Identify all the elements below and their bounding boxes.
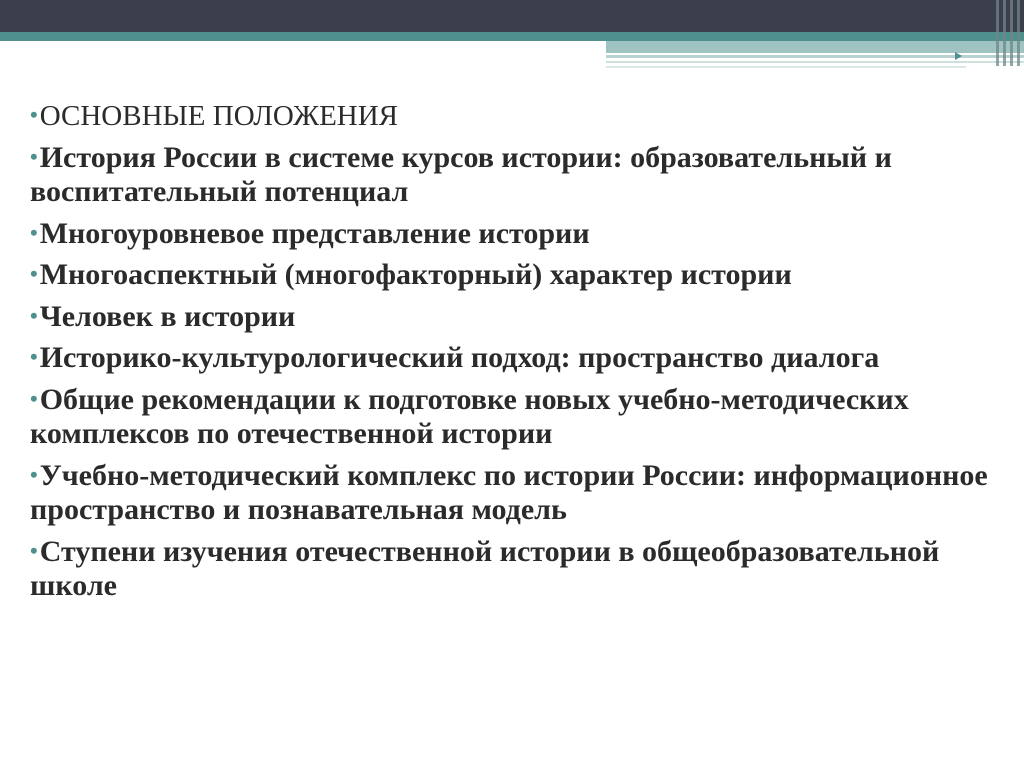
list-item-text: Учебно-методический комплекс по истории России: информационное пространство и познавательная модель xyxy=(30,458,988,526)
bullet-icon: • xyxy=(30,143,38,169)
bullet-icon: • xyxy=(30,102,38,127)
header-stripe xyxy=(1003,0,1006,66)
bullet-icon: • xyxy=(30,385,38,411)
bullet-icon: • xyxy=(30,219,38,245)
slide-content xyxy=(30,98,1000,610)
list-item xyxy=(30,340,1000,376)
list-item-text: История России в системе курсов истории: образовательный и воспитательный потенциал xyxy=(30,140,892,208)
bullet-icon: • xyxy=(30,461,38,487)
list-item-text: Историко-культурологический подход: пространство диалога xyxy=(39,341,880,374)
bullet-icon: • xyxy=(30,537,38,563)
list-item xyxy=(30,140,1000,210)
list-item xyxy=(30,216,1000,252)
list-item xyxy=(30,382,1000,452)
header-line xyxy=(606,61,1024,63)
bullet-icon: • xyxy=(30,261,38,286)
list-item xyxy=(30,98,1000,134)
header-stripes xyxy=(996,0,1024,66)
list-item-text: Многоаспектный (многофакторный) характер истории xyxy=(39,258,792,291)
header-arrow-icon xyxy=(955,52,962,60)
list-item xyxy=(30,458,1000,528)
list-item xyxy=(30,534,1000,604)
list-item-text: ОСНОВНЫЕ ПОЛОЖЕНИЯ xyxy=(39,100,399,132)
list-item-text: Многоуровневое представление истории xyxy=(39,216,590,250)
header-stripe xyxy=(1010,0,1013,66)
list-item xyxy=(30,257,1000,293)
header-stripe xyxy=(996,0,999,66)
bullet-icon: • xyxy=(30,302,38,328)
list-item-text: Человек в истории xyxy=(39,299,296,333)
header-dark-band xyxy=(0,0,1024,32)
header-teal-band xyxy=(0,32,1024,41)
header-line xyxy=(606,66,966,68)
list-item-text: Общие рекомендации к подготовке новых учебно-методических комплексов по отечественной истории xyxy=(30,382,909,450)
bullet-icon: • xyxy=(30,344,38,369)
list-item-text: Ступени изучения отечественной истории в общеобразовательной школе xyxy=(30,534,940,602)
list-item xyxy=(30,299,1000,335)
header-stripe xyxy=(1017,0,1020,66)
bullet-list xyxy=(30,98,1000,604)
